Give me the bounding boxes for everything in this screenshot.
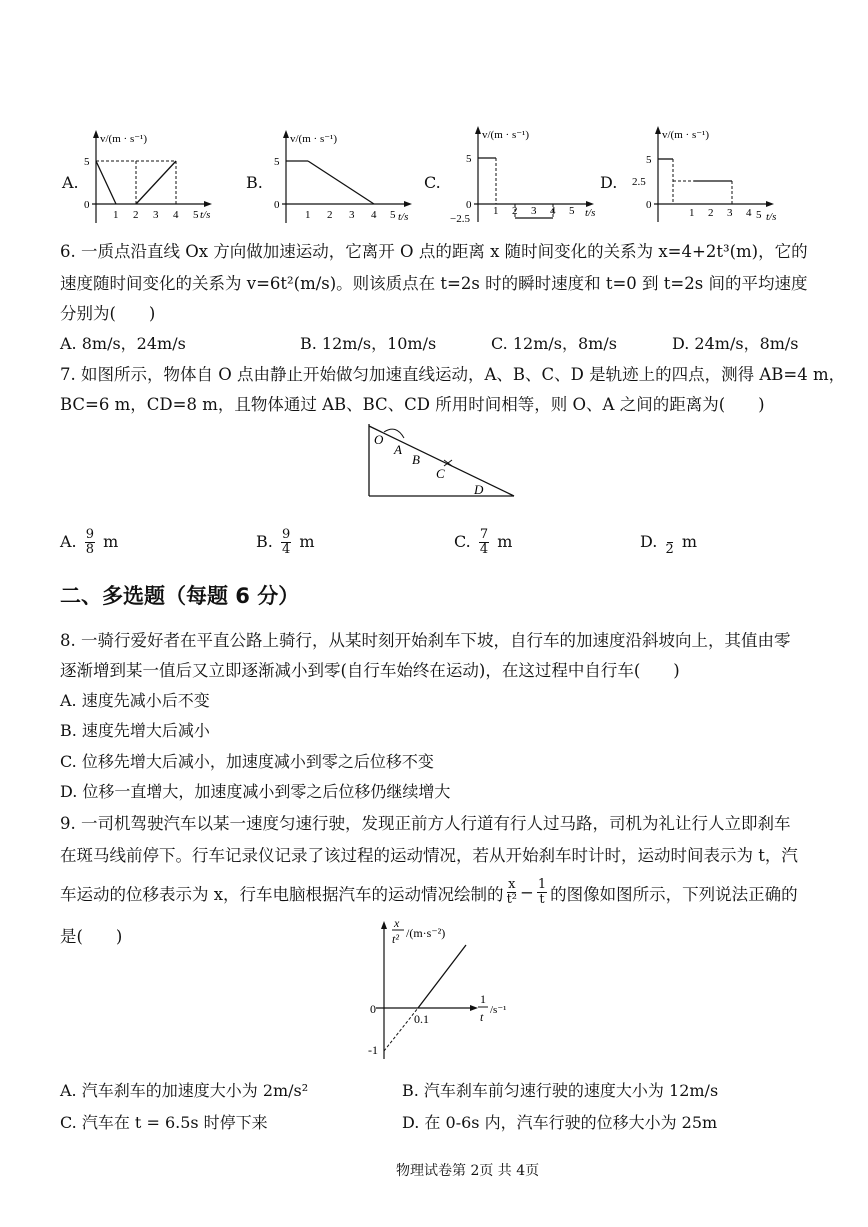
svg-text:1: 1 — [113, 209, 119, 221]
svg-text:/(m·s⁻²): /(m·s⁻²) — [406, 926, 446, 940]
svg-text:5: 5 — [466, 153, 472, 165]
svg-text:1: 1 — [493, 205, 499, 217]
svg-text:t/s: t/s — [398, 211, 409, 223]
svg-text:x: x — [394, 916, 400, 930]
svg-text:1: 1 — [305, 209, 311, 221]
graph-option-d-letter: D. — [600, 173, 618, 192]
graph-option-a-letter: A. — [62, 173, 79, 192]
page-footer: 物理试卷第 2页 共 4页 — [396, 1163, 540, 1179]
q9-stem-line1: 9. 一司机驾驶汽车以某一速度匀速行驶，发现正前方人行道有行人过马路，司机为礼让行人立即刹车 — [60, 814, 791, 833]
q9-option-b[interactable]: B. 汽车刹车前匀速行驶的速度大小为 12m/s — [402, 1081, 719, 1100]
q8-option-d[interactable]: D. 位移一直增大，加速度减小到零之后位移仍继续增大 — [60, 782, 451, 801]
svg-text:5: 5 — [569, 205, 575, 217]
svg-text:2: 2 — [708, 207, 714, 219]
svg-text:5: 5 — [390, 209, 396, 221]
q9-frac-x-over-t2: $\frac{x}{\text{t²}}$ — [506, 877, 517, 907]
q7-option-d[interactable]: D. 2 m — [640, 528, 697, 557]
q7-stem-line1: 7. 如图所示，物体自 O 点由静止开始做匀加速直线运动，A、B、C、D 是轨迹上的四点，测得 AB=4 m， — [60, 365, 846, 384]
section-title: 二、多选题（每题 6 分） — [60, 584, 300, 608]
q8-option-a[interactable]: A. 速度先减小后不变 — [60, 691, 210, 710]
q7-option-c[interactable]: C. $\frac{7}{4}$ m — [454, 527, 513, 557]
q9-option-d[interactable]: D. 在 0-6s 内，汽车行驶的位移大小为 25m — [402, 1113, 718, 1132]
svg-text:2: 2 — [327, 209, 333, 221]
svg-text:t²: t² — [392, 932, 399, 946]
svg-text:3: 3 — [531, 205, 537, 217]
q6-stem-line3: 分别为( ) — [60, 304, 156, 323]
svg-text:0: 0 — [466, 199, 472, 211]
q8-option-b[interactable]: B. 速度先增大后减小 — [60, 721, 210, 740]
svg-text:1: 1 — [480, 992, 486, 1006]
q8-stem-line1: 8. 一骑行爱好者在平直公路上骑行，从某时刻开始刹车下坡，自行车的加速度沿斜坡向上，其值由零 — [60, 631, 791, 650]
svg-text:O: O — [374, 432, 384, 447]
svg-text:5: 5 — [646, 154, 652, 166]
svg-text:v/(m · s⁻¹): v/(m · s⁻¹) — [290, 133, 337, 145]
svg-text:5: 5 — [274, 156, 280, 168]
q6-option-d[interactable]: D. 24m/s，8m/s — [672, 334, 799, 353]
svg-text:v/(m · s⁻¹): v/(m · s⁻¹) — [100, 133, 147, 145]
q6-option-b[interactable]: B. 12m/s，10m/s — [300, 334, 437, 353]
svg-text:D: D — [474, 482, 484, 497]
svg-text:2.5: 2.5 — [632, 176, 646, 188]
svg-text:0.1: 0.1 — [414, 1012, 429, 1026]
svg-text:4: 4 — [173, 209, 179, 221]
q9-frac-1-over-t: $\frac{1}{t}$ — [537, 877, 547, 907]
svg-text:0: 0 — [274, 199, 280, 211]
graph-option-b — [268, 128, 418, 228]
q7-option-a[interactable]: A. $\frac{9}{8}$ m — [60, 527, 119, 557]
svg-text:−2.5: −2.5 — [450, 213, 470, 225]
svg-text:5: 5 — [193, 209, 199, 221]
svg-text:0: 0 — [84, 199, 90, 211]
q7-incline-figure — [366, 420, 518, 502]
svg-text:2: 2 — [512, 205, 518, 217]
q6-stem-line1: 6. 一质点沿直线 Ox 方向做加速运动，它离开 O 点的距离 x 随时间变化的关系为 x=4+2t³(m)，它的 — [60, 242, 808, 261]
graph-option-c — [448, 124, 608, 228]
graph-option-c-letter: C. — [424, 173, 441, 192]
svg-text:-1: -1 — [368, 1043, 378, 1057]
q6-option-c[interactable]: C. 12m/s，8m/s — [491, 334, 617, 353]
svg-text:0: 0 — [646, 199, 652, 211]
svg-text:4: 4 — [550, 205, 556, 217]
svg-text:t/s: t/s — [766, 211, 777, 223]
svg-text:4: 4 — [371, 209, 377, 221]
q8-stem-line2: 逐渐增到某一值后又立即逐渐减小到零(自行车始终在运动)，在这过程中自行车( ) — [60, 661, 680, 680]
svg-text:3: 3 — [349, 209, 355, 221]
graph-option-d — [628, 124, 788, 228]
q7-option-b[interactable]: B. $\frac{9}{4}$ m — [256, 527, 315, 557]
q9-stem-line4: 是( ) — [60, 927, 123, 946]
q6-stem-line2: 速度随时间变化的关系为 v=6t²(m/s)。则该质点在 t=2s 时的瞬时速度和 t=0 到 t=2s 间的平均速度 — [60, 274, 808, 293]
svg-text:5: 5 — [756, 209, 762, 221]
svg-text:B: B — [412, 452, 420, 467]
svg-text:3: 3 — [727, 207, 733, 219]
svg-text:4: 4 — [746, 207, 752, 219]
q9-graph — [360, 915, 520, 1063]
q6-option-a[interactable]: A. 8m/s，24m/s — [60, 334, 186, 353]
q9-stem-line2: 在斑马线前停下。行车记录仪记录了该过程的运动情况，若从开始刹车时计时，运动时间表示为 t，汽 — [60, 846, 798, 865]
svg-text:t/s: t/s — [585, 207, 596, 219]
q9-stem-line3: 车运动的位移表示为 x，行车电脑根据汽车的运动情况绘制的 $\frac{x}{\text{t²}}$ − $\frac{1}{t}$ 的图像如图所示，下列说法正确的 — [60, 877, 798, 907]
graph-option-b-letter: B. — [246, 173, 263, 192]
svg-text:2: 2 — [133, 209, 139, 221]
svg-text:t/s: t/s — [200, 209, 211, 221]
graph-option-a — [78, 128, 218, 228]
svg-text:3: 3 — [153, 209, 159, 221]
svg-text:C: C — [436, 466, 445, 481]
svg-text:1: 1 — [689, 207, 695, 219]
q8-option-c[interactable]: C. 位移先增大后减小，加速度减小到零之后位移不变 — [60, 752, 434, 771]
q9-option-a[interactable]: A. 汽车刹车的加速度大小为 2m/s² — [60, 1081, 309, 1100]
svg-text:t: t — [480, 1010, 484, 1024]
svg-text:5: 5 — [84, 156, 90, 168]
q7-stem-line2: BC=6 m，CD=8 m，且物体通过 AB、BC、CD 所用时间相等，则 O、A 之间的距离为( ) — [60, 395, 765, 414]
svg-text:v/(m · s⁻¹): v/(m · s⁻¹) — [482, 129, 529, 141]
q9-option-c[interactable]: C. 汽车在 t = 6.5s 时停下来 — [60, 1113, 268, 1132]
svg-text:A: A — [394, 442, 402, 457]
svg-text:0: 0 — [370, 1002, 376, 1016]
svg-text:/s⁻¹: /s⁻¹ — [490, 1004, 507, 1016]
svg-text:v/(m · s⁻¹): v/(m · s⁻¹) — [662, 129, 709, 141]
